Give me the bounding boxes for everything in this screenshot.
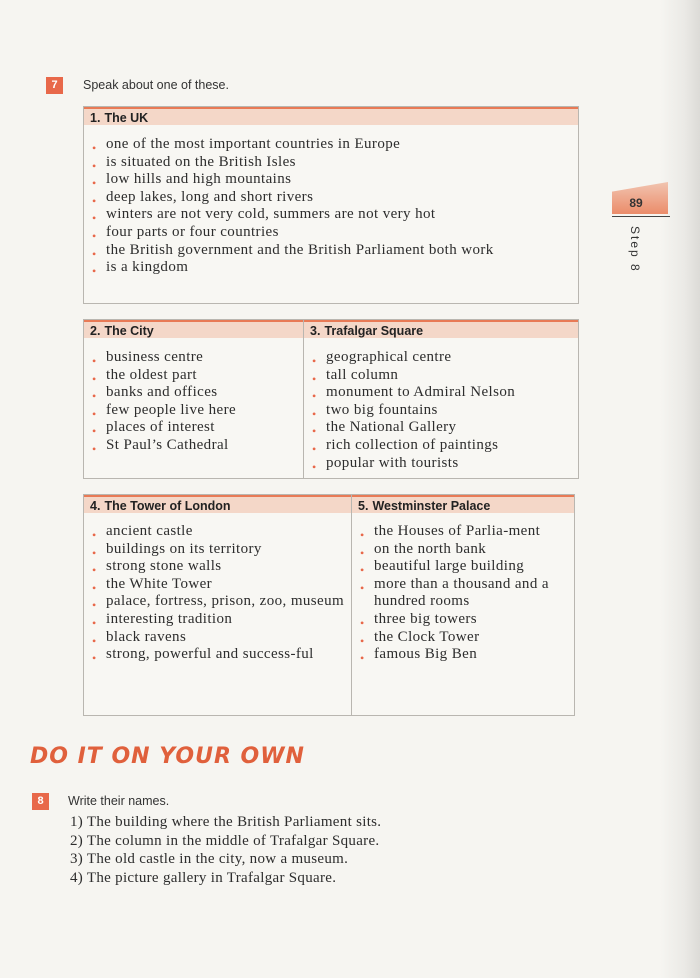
bullet-icon: •: [92, 545, 97, 560]
bullet-icon: •: [92, 651, 97, 666]
city-list: [84, 349, 303, 455]
bullet-icon: •: [92, 211, 97, 226]
list-item: • the Clock Tower: [352, 629, 572, 647]
list-item: • rich collection of paintings: [304, 437, 578, 455]
list-item: • palace, fortress, prison, zoo, museum: [84, 593, 346, 611]
bullet-icon: •: [92, 598, 97, 613]
bullet-icon: •: [312, 371, 317, 386]
box-the-uk: [83, 106, 579, 304]
bullet-icon: •: [312, 406, 317, 421]
box-header: [84, 320, 303, 338]
step-label: Step 8: [628, 226, 642, 273]
box-header: [84, 107, 578, 125]
column-the-city: [84, 320, 303, 478]
bullet-icon: •: [92, 580, 97, 595]
uk-list: [84, 136, 554, 277]
bullet-icon: •: [92, 193, 97, 208]
list-item: • low hills and high mountains: [84, 171, 554, 189]
box-number: 4.: [90, 499, 101, 513]
list-item: • buildings on its territory: [84, 541, 346, 559]
bullet-icon: •: [92, 528, 97, 542]
exercise-7-number: 7: [46, 77, 63, 94]
task-item: 2) The column in the middle of Trafalgar Square.: [70, 832, 380, 849]
bullet-icon: •: [360, 633, 365, 648]
exercise-8-tasks: [70, 813, 381, 887]
list-item: • popular with tourists: [304, 455, 578, 473]
list-item: • the Houses of Parlia-ment: [352, 523, 572, 541]
bullet-icon: •: [92, 633, 97, 648]
bullet-icon: •: [92, 424, 97, 439]
box-city-trafalgar: [83, 319, 579, 479]
tower-list: [84, 523, 346, 664]
list-item: • few people live here: [84, 402, 303, 420]
bullet-icon: •: [312, 424, 317, 439]
list-item: • three big towers: [352, 611, 572, 629]
bullet-icon: •: [360, 651, 365, 666]
bullet-icon: •: [92, 441, 97, 456]
box-header: [304, 320, 578, 338]
list-item: • geographical centre: [304, 349, 578, 367]
exercise-8-instruction: Write their names.: [68, 794, 170, 808]
list-item: • strong, powerful and success-ful: [84, 646, 346, 664]
westminster-list: [352, 523, 572, 664]
tab-divider: [612, 216, 670, 217]
list-item: • winters are not very cold, summers are not very hot: [84, 206, 554, 224]
list-item: • one of the most important countries in Europe: [84, 136, 554, 154]
bullet-icon: •: [312, 459, 317, 474]
bullet-icon: •: [92, 389, 97, 404]
list-item: • tall column: [304, 367, 578, 385]
list-item: • banks and offices: [84, 384, 303, 402]
box-header: [352, 495, 574, 513]
box-number: 5.: [358, 499, 369, 513]
exercise-8-number: 8: [32, 793, 49, 810]
bullet-icon: •: [360, 563, 365, 578]
list-item: • is situated on the British Isles: [84, 154, 554, 172]
list-item: • more than a thousand and a hundred rooms: [360, 575, 549, 610]
bullet-icon: •: [92, 176, 97, 191]
box-tower-westminster: [83, 494, 575, 716]
bullet-icon: •: [92, 264, 97, 279]
list-item: • St Paul’s Cathedral: [84, 437, 303, 455]
list-item: • on the north bank: [352, 541, 572, 559]
section-title: DO IT ON YOUR OWN: [30, 744, 305, 769]
box-header: [84, 495, 351, 513]
task-item: 1) The building where the British Parliament sits.: [70, 814, 382, 830]
bullet-icon: •: [360, 528, 365, 542]
list-item: • ancient castle: [84, 523, 346, 541]
task-item: 4) The picture gallery in Trafalgar Square.: [70, 869, 337, 886]
list-item: • four parts or four countries: [84, 224, 554, 242]
bullet-icon: •: [312, 389, 317, 404]
box-title: Trafalgar Square: [324, 324, 424, 338]
trafalgar-list: [304, 349, 578, 472]
list-item: • is a kingdom: [84, 259, 554, 277]
column-westminster-palace: [352, 495, 574, 715]
box-number: 3.: [310, 324, 321, 338]
bullet-icon: •: [360, 615, 365, 630]
bullet-icon: •: [312, 354, 317, 368]
list-item: • two big fountains: [304, 402, 578, 420]
column-trafalgar-square: [304, 320, 578, 478]
page-number: 89: [629, 196, 643, 210]
bullet-icon: •: [360, 545, 365, 560]
bullet-icon: •: [92, 371, 97, 386]
bullet-icon: •: [92, 354, 97, 368]
exercise-7-instruction: Speak about one of these.: [83, 78, 229, 92]
list-item: • monument to Admiral Nelson: [304, 384, 578, 402]
list-item: • the National Gallery: [304, 419, 578, 437]
page-edge-shadow: [660, 0, 700, 978]
box-title: The City: [104, 324, 154, 338]
list-item: • strong stone walls: [84, 558, 346, 576]
bullet-icon: •: [92, 563, 97, 578]
bullet-icon: •: [92, 228, 97, 243]
box-title: The UK: [104, 111, 149, 125]
box-title: The Tower of London: [104, 499, 231, 513]
bullet-icon: •: [92, 141, 97, 155]
bullet-icon: •: [312, 441, 317, 456]
list-item: • black ravens: [84, 629, 346, 647]
list-item: • the oldest part: [84, 367, 303, 385]
bullet-icon: •: [92, 246, 97, 261]
list-item: • deep lakes, long and short rivers: [84, 189, 554, 207]
bullet-icon: •: [92, 615, 97, 630]
bullet-icon: •: [360, 580, 365, 595]
list-item: • the White Tower: [84, 576, 346, 594]
list-item: • the British government and the British Parliament both work: [84, 242, 554, 260]
list-item: • famous Big Ben: [352, 646, 572, 664]
bullet-icon: •: [92, 158, 97, 173]
box-number: 2.: [90, 324, 101, 338]
bullet-icon: •: [92, 406, 97, 421]
box-title: Westminster Palace: [372, 499, 491, 513]
box-number: 1.: [90, 111, 101, 125]
list-item: • interesting tradition: [84, 611, 346, 629]
list-item: • beautiful large building: [352, 558, 572, 576]
task-item: 3) The old castle in the city, now a museum.: [70, 851, 349, 867]
column-tower-of-london: [84, 495, 351, 715]
list-item: • places of interest: [84, 419, 303, 437]
list-item: • business centre: [84, 349, 303, 367]
